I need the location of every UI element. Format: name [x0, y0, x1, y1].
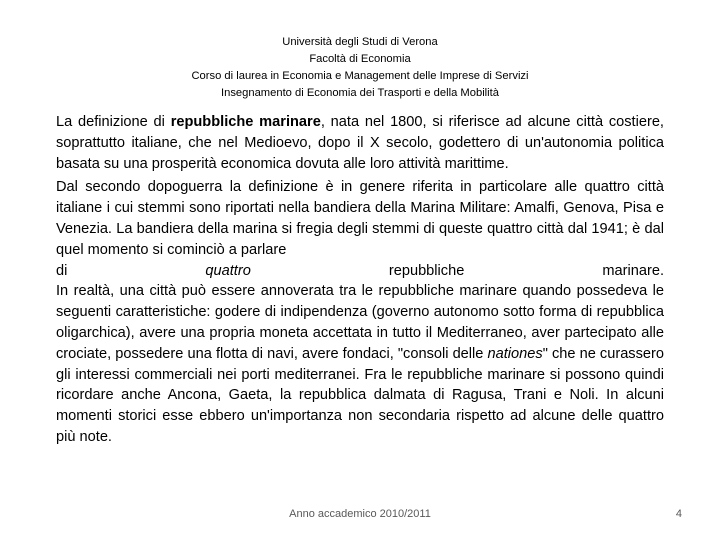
page-number: 4 [675, 508, 682, 520]
paragraph-definition: La definizione di repubbliche marinare, nata nel 1800, si riferisce ad alcune città costiere, soprattutto italiane, che nel Medioevo, dopo il X secolo, godettero di un'autonomia politica basata su una prosperità economica dovuta alle loro attività marittime. [56, 114, 664, 172]
footer-academic-year: Anno accademico 2010/2011 [289, 508, 431, 520]
slide-body [56, 112, 664, 448]
paragraph-postwar: Dal secondo dopoguerra la definizione è in genere riferita in particolare alle quattro città italiane i cui stemmi sono riportati nella bandiera della Marina Militare: Amalfi, Genova, Pisa e Venezia. La bandiera della marina si fregia degli stemmi di queste quattro città dal 1941; è dal quel momento si cominciò a parlare [56, 179, 664, 258]
paragraph-characteristics: In realtà, una città può essere annoverata tra le repubbliche marinare quando possedeva le seguenti caratteristiche: godere di indipendenza (governo autonomo sotto forma di repubblica oligarchica), avere una propria moneta accettata in tutto il Mediterraneo, aver partecipato alle crociate, possedere una flotta di navi, avere fondaci, "consoli delle nationes" che ne curassero gli interessi commerciali nei porti mediterranei. Fra le repubbliche marinare si possono quindi ricordare anche Ancona, Gaeta, la repubblica dalmata di Ragusa, Trani e Noli. In alcuni momenti storici esse ebbero un'importanza non secondaria rispetto ad alcune delle quattro più note. [56, 283, 664, 445]
course-name: Insegnamento di Economia dei Trasporti e della Mobilità [221, 87, 499, 99]
term-nationes: nationes [487, 345, 543, 362]
degree-course: Corso di laurea in Economia e Management delle Imprese di Servizi [191, 70, 529, 82]
term-repubbliche-marinare: repubbliche marinare [170, 114, 321, 130]
faculty-name: Facoltà di Economia [309, 53, 411, 65]
paragraph-postwar-last-line: di quattro repubbliche marinare. [56, 261, 664, 282]
term-quattro: quattro [205, 262, 251, 279]
university-name: Università degli Studi di Verona [282, 36, 438, 48]
slide-header [0, 34, 720, 102]
